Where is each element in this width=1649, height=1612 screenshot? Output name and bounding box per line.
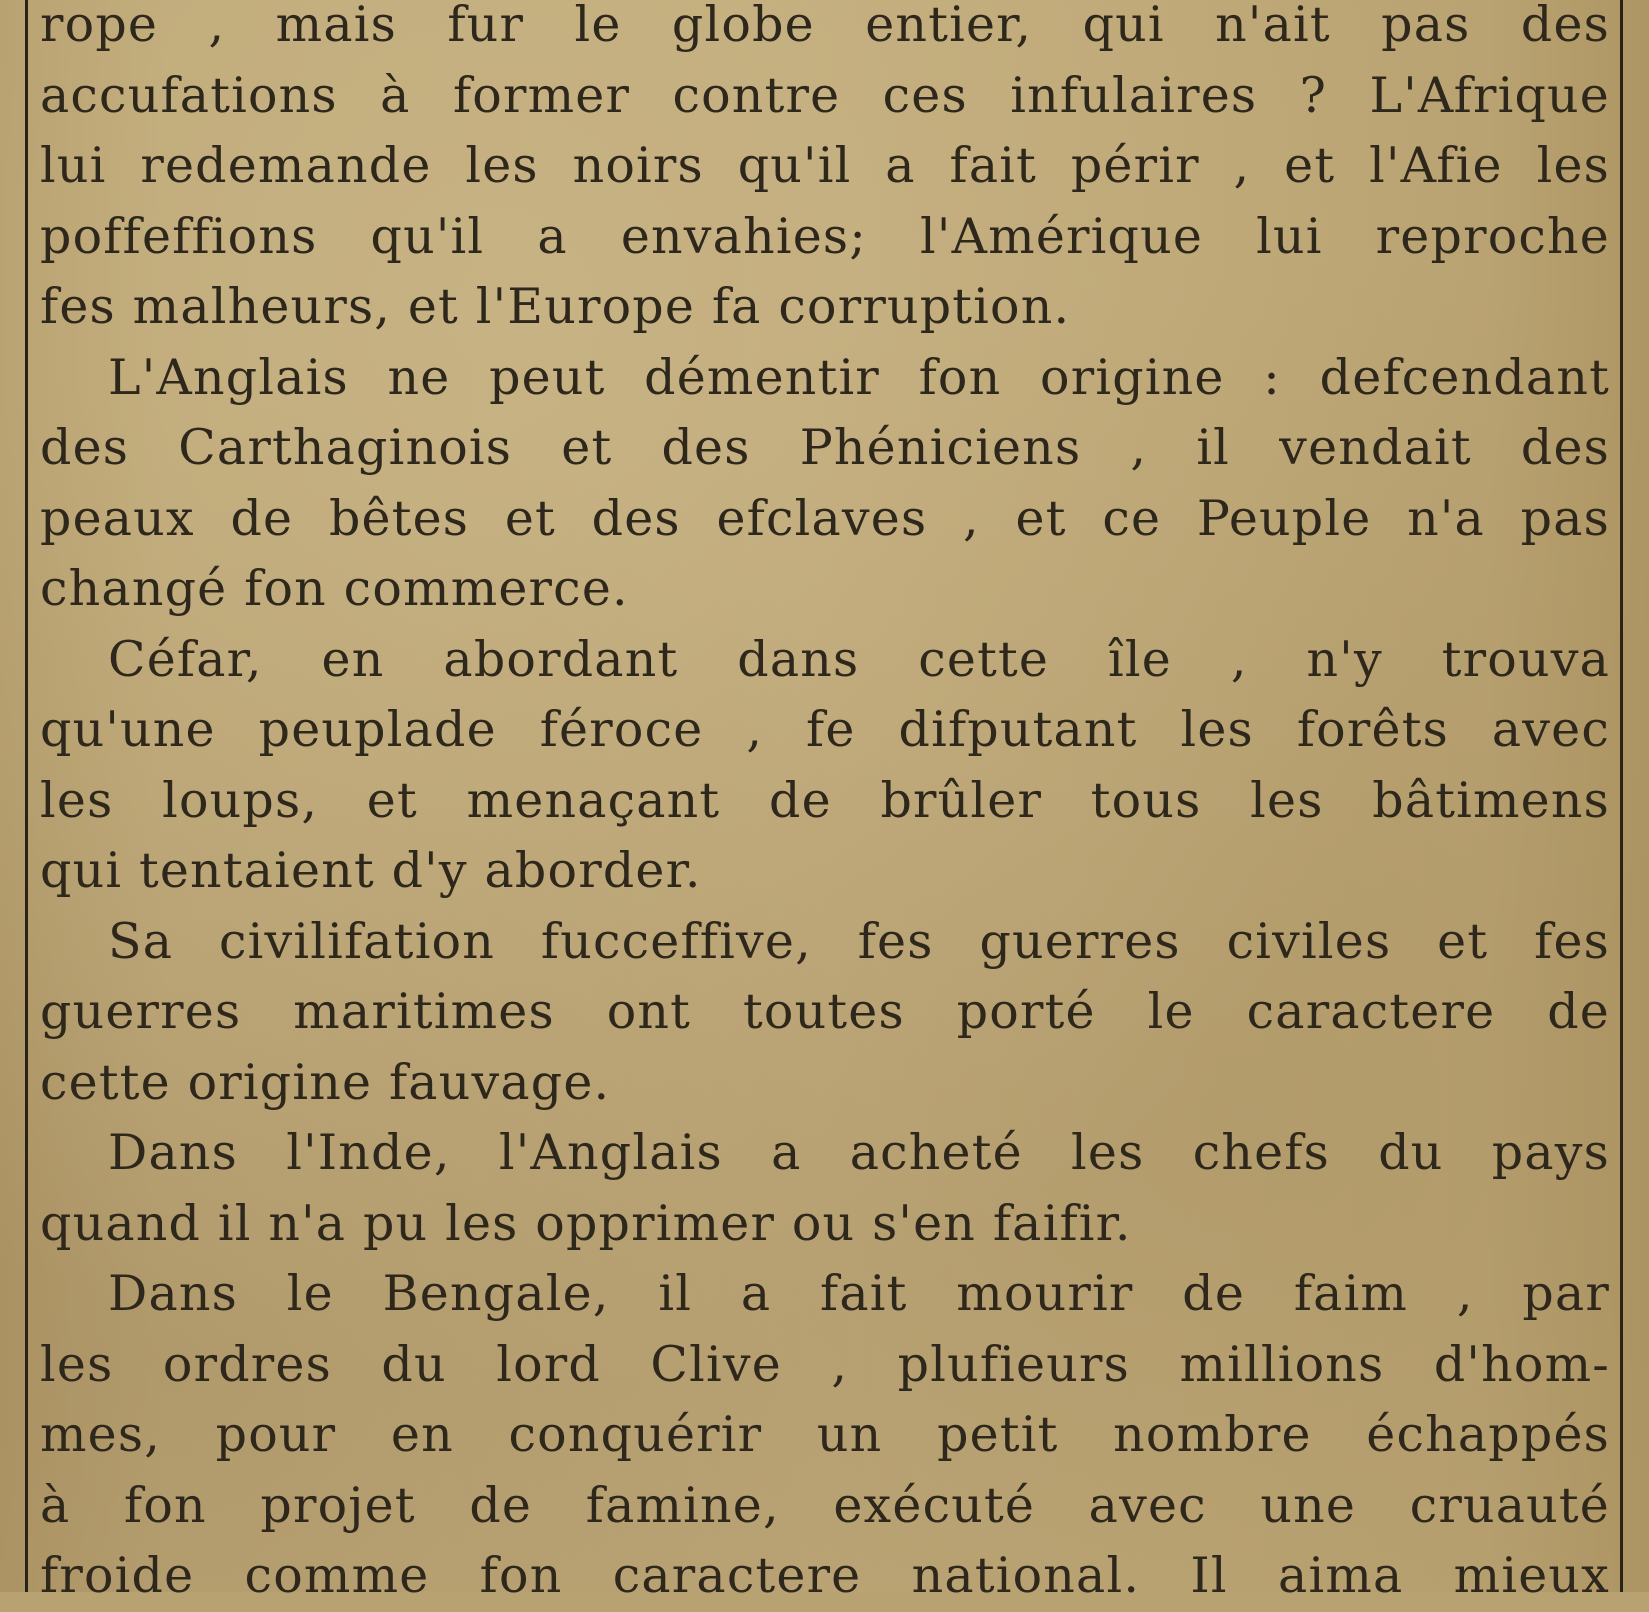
text-line: rope , mais fur le globe entier, qui n'ait pas des [40,0,1610,53]
text-line: à fon projet de famine, exécuté avec une cruauté [40,1476,1610,1534]
text-line: Dans le Bengale, il a fait mourir de faim , par [108,1265,1610,1322]
text-line: des Carthaginois et des Phéniciens , il vendait des [40,419,1610,476]
text-line: qu'une peuplade féroce , fe difputant les forêts avec [40,701,1610,758]
left-column-rule [25,0,28,1592]
text-line: mes, pour en conquérir un petit nombre échappés [40,1406,1610,1463]
right-column-rule [1620,0,1623,1592]
text-line: changé fon commerce. [40,560,629,617]
text-line: Céfar, en abordant dans cette île , n'y trouva [108,630,1610,688]
text-line: froide comme fon caractere national. Il aima mieux [40,1547,1610,1604]
text-line: les ordres du lord Clive , plufieurs millions d'hom- [40,1335,1610,1393]
text-line: accufations à former contre ces infulaires ? L'Afrique [40,66,1610,124]
text-line: les loups, et menaçant de brûler tous les bâtimens [40,771,1610,829]
article-text-column [40,0,1610,1612]
text-line: poffeffions qu'il a envahies; l'Amérique lui reproche [40,207,1610,265]
text-line: Sa civilifation fucceffive, fes guerres civiles et fes [108,912,1610,970]
text-line: L'Anglais ne peut démentir fon origine : defcendant [108,348,1610,406]
text-line: fes malheurs, et l'Europe fa corruption. [40,278,1071,335]
text-line: peaux de bêtes et des efclaves , et ce Peuple n'a pas [40,489,1610,547]
text-line: cette origine fauvage. [40,1053,611,1111]
text-line: guerres maritimes ont toutes porté le caractere de [40,983,1610,1040]
text-line: lui redemande les noirs qu'il a fait périr , et l'Afie les [40,137,1610,194]
text-line: qui tentaient d'y aborder. [40,842,702,899]
text-line: Dans l'Inde, l'Anglais a acheté les chefs du pays [108,1124,1610,1181]
text-line: quand il n'a pu les opprimer ou s'en faifir. [40,1194,1132,1252]
